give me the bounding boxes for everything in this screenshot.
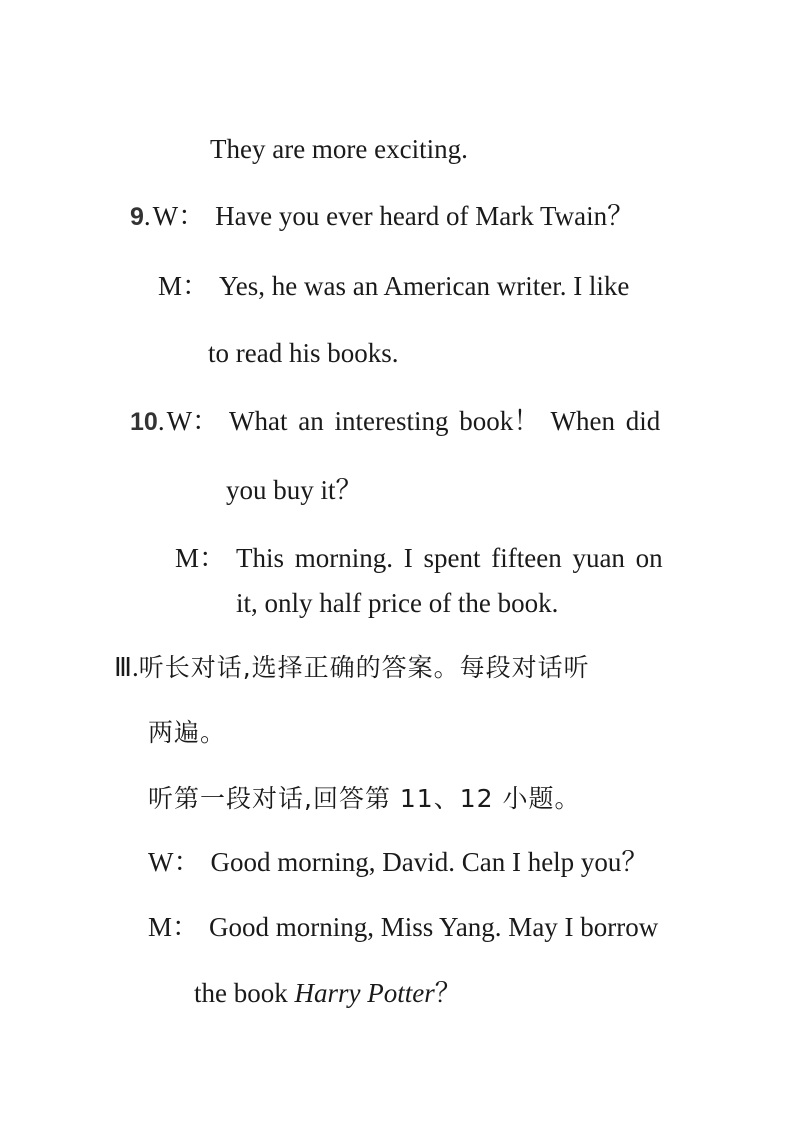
dialog-text: What an interesting book！ When did: [229, 406, 661, 436]
section-numeral: Ⅲ: [114, 653, 132, 682]
speaker-w: W：: [152, 201, 206, 231]
question-number: 9: [130, 203, 144, 231]
sub-instruction-text: 听第一段对话,回答第 11、12 小题。: [148, 784, 581, 813]
question-number: 10: [130, 408, 158, 436]
speaker-w: W：: [166, 406, 220, 436]
section-3-heading: [114, 654, 590, 681]
answer-line: [210, 136, 468, 163]
section-3-heading-line-2: [148, 719, 226, 746]
question-9-w-line: [130, 203, 634, 230]
dialog-text: ？: [434, 978, 462, 1008]
speaker-m: M：: [148, 912, 200, 942]
dialog-text: Yes, he was an American writer. I like: [219, 271, 630, 301]
dialog-text: to read his books.: [208, 338, 399, 368]
dialog-1-w-line: [148, 849, 648, 876]
speaker-m: M：: [175, 543, 227, 573]
question-9-m-line: [158, 273, 629, 300]
speaker-w: W：: [148, 847, 201, 877]
dialog-text: Have you ever heard of Mark Twain？: [215, 201, 635, 231]
section-instruction: 听长对话,选择正确的答案。每段对话听: [138, 653, 590, 682]
question-9-m-line-2: [208, 340, 398, 367]
dialog-text: This morning. I spent fifteen yuan on: [236, 543, 663, 573]
question-10-m-line: [175, 545, 663, 572]
dialog-1-m-line-2: [194, 980, 462, 1007]
dialog-text: Good morning, Miss Yang. May I borrow: [209, 912, 659, 942]
book-title: Harry Potter: [294, 978, 435, 1008]
question-10-w-line: [130, 408, 660, 435]
number-dot: .: [143, 201, 151, 231]
dialog-text: the book: [194, 978, 295, 1008]
dialog-text: Good morning, David. Can I help you？: [210, 847, 649, 877]
answer-text: They are more exciting.: [210, 134, 468, 164]
dialog-text: you buy it？: [226, 475, 363, 505]
question-10-m-line-2: [236, 590, 558, 617]
question-10-w-line-2: [226, 477, 363, 504]
sub-instruction: [148, 785, 580, 812]
dialog-text: it, only half price of the book.: [236, 588, 559, 618]
number-dot: .: [157, 406, 165, 436]
speaker-m: M：: [158, 271, 210, 301]
section-dot: .: [131, 652, 139, 682]
dialog-1-m-line: [148, 914, 658, 941]
section-instruction: 两遍。: [148, 718, 227, 747]
